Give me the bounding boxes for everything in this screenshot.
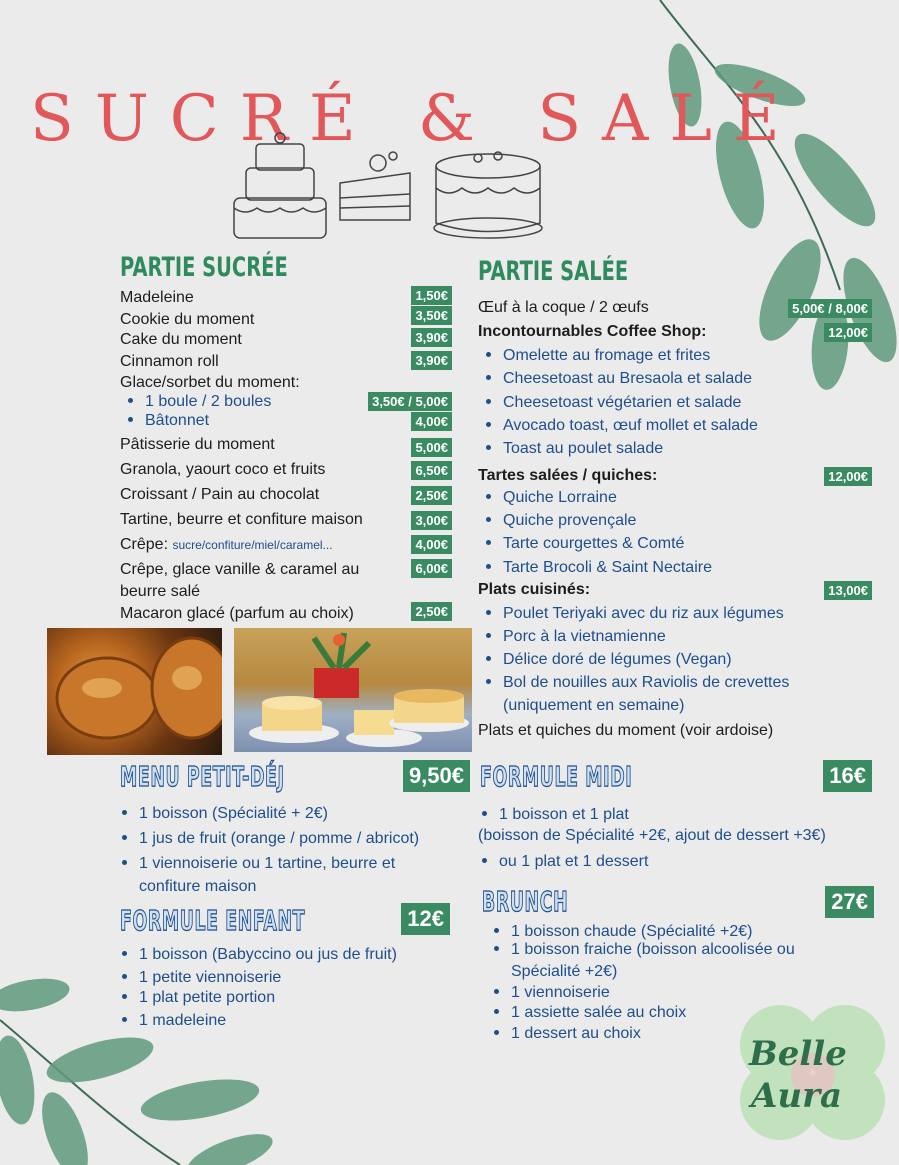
menu-item — [482, 511, 636, 531]
menu-item-label: Cheesetoast végétarien et salade — [503, 394, 742, 411]
menu-item — [482, 369, 752, 389]
formula-line-text: 1 boisson et 1 plat — [499, 806, 629, 823]
price-badge: 4,00€ — [411, 535, 452, 554]
price-badge: 3,00€ — [411, 511, 452, 530]
price-badge: 6,50€ — [411, 461, 452, 480]
menu-item-label: Omelette au fromage et frites — [503, 347, 711, 364]
menu-item-label: Cinnamon roll — [120, 353, 219, 370]
menu-item — [120, 373, 300, 393]
formula-line-text: (boisson de Spécialité +2€, ajout de dessert +3€) — [478, 827, 826, 844]
bullet-dot — [482, 858, 487, 863]
bullet-dot — [486, 610, 491, 615]
menu-item — [120, 352, 219, 372]
bullet-dot — [486, 399, 491, 404]
price-badge: 5,00€ — [411, 438, 452, 457]
belle-aura-logo — [735, 1000, 895, 1140]
bullet-dot — [494, 1030, 499, 1035]
formula-line — [118, 988, 275, 1008]
formula-line — [118, 854, 395, 874]
price-badge: 1,50€ — [411, 286, 452, 305]
menu-item-label: Cookie du moment — [120, 311, 255, 328]
formula-line-text: 1 dessert au choix — [511, 1025, 641, 1042]
price-badge: 3,50€ / 5,00€ — [368, 392, 452, 411]
price-badge: 3,90€ — [411, 351, 452, 370]
formula-title-midi: FORMULE MIDI — [480, 760, 633, 793]
section-heading-salee: PARTIE SALÉE — [478, 256, 629, 287]
formula-line — [478, 805, 629, 825]
menu-item — [478, 721, 773, 741]
price-badge: 12,00€ — [824, 467, 872, 486]
menu-item-label: Délice doré de légumes (Vegan) — [503, 651, 732, 668]
formula-line — [478, 826, 826, 846]
price-badge: 12,00€ — [824, 323, 872, 342]
menu-item — [120, 288, 194, 308]
formula-line-text: 1 plat petite portion — [139, 989, 276, 1006]
menu-item-label: Porc à la vietnamienne — [503, 628, 666, 645]
menu-item-label: Bâtonnet — [145, 412, 210, 429]
menu-item — [482, 416, 758, 436]
menu-item-label: Pâtisserie du moment — [120, 436, 275, 453]
menu-item — [482, 696, 684, 716]
formula-line — [118, 968, 281, 988]
menu-item — [482, 439, 663, 459]
bullet-dot — [486, 517, 491, 522]
bullet-dot — [494, 989, 499, 994]
bullet-dot — [122, 810, 127, 815]
menu-item-label: Granola, yaourt coco et fruits — [120, 461, 326, 478]
menu-item-label: Croissant / Pain au chocolat — [120, 486, 320, 503]
bullet-dot — [486, 375, 491, 380]
menu-item-label: Tartine, beurre et confiture maison — [120, 511, 363, 528]
price-badge: 6,00€ — [411, 559, 452, 578]
menu-item — [482, 558, 712, 578]
formula-line-text: 1 boisson chaude (Spécialité +2€) — [511, 923, 753, 940]
bullet-dot — [494, 928, 499, 933]
photo-pastries — [47, 628, 222, 755]
menu-item — [120, 535, 333, 555]
bullet-dot — [122, 994, 127, 999]
bullet-dot — [486, 564, 491, 569]
formula-line-text: confiture maison — [139, 878, 257, 895]
menu-item-label: Quiche provençale — [503, 512, 637, 529]
formula-line — [490, 962, 617, 982]
menu-item — [482, 627, 666, 647]
price-badge: 3,90€ — [411, 328, 452, 347]
formula-line — [490, 940, 795, 960]
menu-item-label: beurre salé — [120, 583, 201, 600]
menu-item — [120, 582, 200, 602]
formula-line — [490, 1024, 641, 1044]
formula-line-text: 1 viennoiserie ou 1 tartine, beurre et — [139, 855, 396, 872]
bullet-dot — [486, 679, 491, 684]
menu-item — [120, 330, 242, 350]
menu-item-label: Crêpe: — [120, 536, 169, 553]
formula-line — [118, 945, 397, 965]
formula-line — [118, 877, 256, 897]
formula-line — [118, 829, 419, 849]
bullet-dot — [486, 540, 491, 545]
menu-item-label: Crêpe, glace vanille & caramel au — [120, 561, 360, 578]
formula-line-text: 1 jus de fruit (orange / pomme / abricot) — [139, 830, 420, 847]
price-badge: 4,00€ — [411, 412, 452, 431]
menu-item — [482, 534, 684, 554]
menu-item — [482, 604, 784, 624]
menu-item — [120, 485, 319, 505]
menu-item-label: Bol de nouilles aux Raviolis de crevettes — [503, 674, 790, 691]
photo-cheesecakes — [234, 628, 472, 752]
formula-line-text: 1 assiette salée au choix — [511, 1004, 687, 1021]
formula-line — [490, 922, 753, 942]
bullet-dot — [128, 398, 133, 403]
menu-item-options: sucre/confiture/miel/caramel... — [172, 538, 333, 552]
menu-item — [482, 650, 732, 670]
bullet-dot — [122, 860, 127, 865]
menu-item — [120, 560, 359, 580]
bullet-dot — [486, 494, 491, 499]
bullet-dot — [486, 656, 491, 661]
menu-item-label: 1 boule / 2 boules — [145, 393, 272, 410]
bullet-dot — [122, 835, 127, 840]
menu-item-label: Glace/sorbet du moment: — [120, 374, 300, 391]
menu-item-label: Madeleine — [120, 289, 194, 306]
formula-line-text: 1 boisson (Babyccino ou jus de fruit) — [139, 946, 397, 963]
bullet-dot — [486, 352, 491, 357]
menu-item-label: Tarte courgettes & Comté — [503, 535, 685, 552]
menu-item-label: Cheesetoast au Bresaola et salade — [503, 370, 753, 387]
menu-item-label: Toast au poulet salade — [503, 440, 664, 457]
menu-item-label: Avocado toast, œuf mollet et salade — [503, 417, 758, 434]
menu-item — [478, 298, 649, 318]
formula-line — [490, 983, 610, 1003]
menu-item-label: Quiche Lorraine — [503, 489, 617, 506]
cake-slice-icon — [340, 152, 410, 220]
formula-price-enfant: 12€ — [401, 903, 450, 935]
logo-text-belle: Belle — [749, 1034, 847, 1074]
bullet-dot — [494, 946, 499, 951]
formula-line-text: Spécialité +2€) — [511, 963, 618, 980]
menu-item — [120, 435, 275, 455]
price-badge: 3,50€ — [411, 306, 452, 325]
menu-item — [120, 604, 354, 624]
cake-illustrations — [228, 128, 543, 246]
menu-item-label: Plats et quiches du moment (voir ardoise) — [478, 722, 774, 739]
bullet-dot — [122, 951, 127, 956]
menu-item — [478, 322, 706, 342]
price-badge: 5,00€ / 8,00€ — [788, 299, 872, 318]
menu-item-label: Poulet Teriyaki avec du riz aux légumes — [503, 605, 784, 622]
menu-item-label: Cake du moment — [120, 331, 242, 348]
menu-item — [482, 393, 741, 413]
formula-line — [490, 1003, 686, 1023]
formula-price-petit-dej: 9,50€ — [403, 760, 470, 792]
menu-item-label: Macaron glacé (parfum au choix) — [120, 605, 354, 622]
menu-item-label: Plats cuisinés: — [478, 581, 591, 598]
menu-item — [482, 346, 710, 366]
bullet-dot — [486, 445, 491, 450]
menu-item-label: Œuf à la coque / 2 œufs — [478, 299, 649, 316]
menu-item — [124, 392, 271, 412]
formula-title-brunch: BRUNCH — [482, 885, 569, 918]
logo-text-aura: Aura — [751, 1076, 843, 1116]
formula-title-petit-dej: MENU PETIT-DÉJ — [120, 760, 285, 793]
formula-line-text: 1 boisson fraiche (boisson alcoolisée ou — [511, 941, 795, 958]
menu-item — [482, 673, 789, 693]
tiered-cake-icon — [234, 133, 326, 238]
formula-price-brunch: 27€ — [825, 886, 874, 918]
bullet-dot — [122, 1017, 127, 1022]
formula-line — [118, 1011, 226, 1031]
formula-line-text: 1 viennoiserie — [511, 984, 610, 1001]
bullet-dot — [482, 811, 487, 816]
bullet-dot — [486, 422, 491, 427]
formula-line — [118, 804, 328, 824]
formula-line-text: 1 boisson (Spécialité + 2€) — [139, 805, 328, 822]
menu-item — [124, 411, 209, 431]
price-badge: 2,50€ — [411, 486, 452, 505]
bullet-dot — [128, 417, 133, 422]
menu-item-label: Tartes salées / quiches: — [478, 467, 658, 484]
bullet-dot — [486, 633, 491, 638]
formula-line-text: 1 petite viennoiserie — [139, 969, 282, 986]
menu-item — [120, 510, 363, 530]
menu-item-label: Incontournables Coffee Shop: — [478, 323, 707, 340]
menu-item — [478, 580, 590, 600]
formula-price-midi: 16€ — [823, 760, 872, 792]
bullet-dot — [122, 974, 127, 979]
page-title: SUCRÉ & SALÉ — [30, 82, 801, 156]
menu-item — [120, 460, 325, 480]
round-cake-icon — [434, 152, 542, 238]
menu-item — [120, 310, 254, 330]
price-badge: 2,50€ — [411, 602, 452, 621]
formula-line-text: 1 madeleine — [139, 1012, 227, 1029]
menu-item — [482, 488, 617, 508]
formula-line — [478, 852, 648, 872]
formula-line-text: ou 1 plat et 1 dessert — [499, 853, 649, 870]
bullet-dot — [494, 1009, 499, 1014]
menu-item-label: Tarte Brocoli & Saint Nectaire — [503, 559, 712, 576]
section-heading-sucree: PARTIE SUCRÉE — [120, 252, 288, 283]
menu-item — [478, 466, 657, 486]
price-badge: 13,00€ — [824, 581, 872, 600]
menu-item-label: (uniquement en semaine) — [503, 697, 685, 714]
formula-title-enfant: FORMULE ENFANT — [120, 904, 306, 937]
